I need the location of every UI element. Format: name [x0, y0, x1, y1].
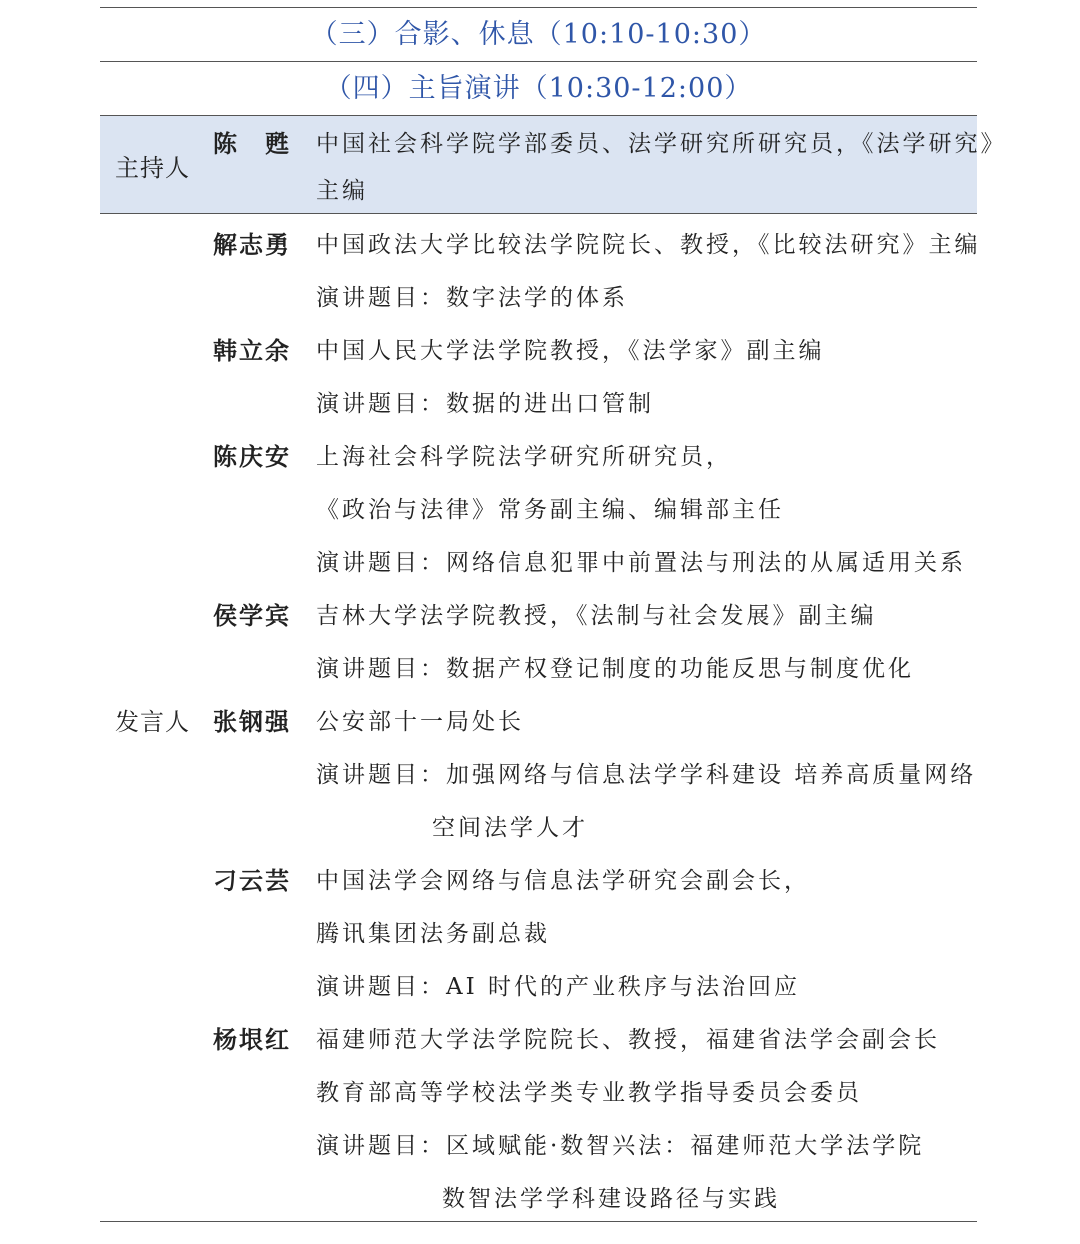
speaker-talk-title: 演讲题目：区域赋能·数智兴法：福建师范大学法学院 — [316, 1133, 925, 1159]
speaker-name: 韩立余 — [213, 336, 291, 365]
speaker-talk-title-continued: 数智法学学科建设路径与实践 — [442, 1186, 780, 1212]
speaker-info-line: 《政治与法律》常务副主编、编辑部主任 — [316, 497, 784, 523]
speaker-name: 侯学宾 — [213, 601, 291, 630]
host-role-label: 主持人 — [115, 154, 190, 182]
speaker-talk-title: 演讲题目：网络信息犯罪中前置法与刑法的从属适用关系 — [316, 550, 966, 576]
speaker-info-line: 中国法学会网络与信息法学研究会副会长， — [316, 868, 810, 894]
section-divider-rule — [100, 61, 977, 62]
speaker-info-line: 中国政法大学比较法学院院长、教授，《比较法研究》主编 — [316, 232, 981, 258]
speaker-name: 刁云芸 — [213, 866, 291, 895]
section-4-title: （四）主旨演讲（10:30-12:00） — [324, 73, 753, 104]
speaker-info-line: 教育部高等学校法学类专业教学指导委员会委员 — [316, 1080, 862, 1106]
speaker-info-line: 吉林大学法学院教授，《法制与社会发展》副主编 — [316, 603, 877, 629]
host-title-line: 中国社会科学院学部委员、法学研究所研究员，《法学研究》 — [316, 131, 1007, 157]
speaker-name: 解志勇 — [213, 230, 291, 259]
speaker-info-line: 上海社会科学院法学研究所研究员， — [316, 444, 732, 470]
speaker-name: 杨垠红 — [213, 1025, 291, 1054]
section-3-title: （三）合影、休息（10:10-10:30） — [310, 19, 767, 50]
speaker-talk-title: 演讲题目：数据的进出口管制 — [316, 391, 654, 417]
speaker-info-line: 公安部十一局处长 — [316, 709, 524, 735]
speaker-info-line: 腾讯集团法务副总裁 — [316, 921, 550, 947]
speaker-talk-title: 演讲题目：加强网络与信息法学学科建设 培养高质量网络 — [316, 762, 977, 788]
bottom-rule — [100, 1221, 977, 1222]
speaker-info-line: 中国人民大学法学院教授，《法学家》副主编 — [316, 338, 825, 364]
speaker-talk-title: 演讲题目：数据产权登记制度的功能反思与制度优化 — [316, 656, 914, 682]
speaker-name: 张钢强 — [213, 707, 291, 736]
speaker-name: 陈庆安 — [213, 442, 291, 471]
host-title-line: 主编 — [316, 178, 368, 204]
speaker-info-line: 福建师范大学法学院院长、教授，福建省法学会副会长 — [316, 1027, 940, 1053]
top-rule — [100, 7, 977, 8]
speaker-talk-title-continued: 空间法学人才 — [432, 815, 588, 841]
speaker-talk-title: 演讲题目：数字法学的体系 — [316, 285, 628, 311]
speakers-role-label: 发言人 — [115, 708, 190, 736]
host-name: 陈 甦 — [213, 129, 291, 158]
speaker-talk-title: 演讲题目：AI 时代的产业秩序与法治回应 — [316, 974, 801, 1000]
